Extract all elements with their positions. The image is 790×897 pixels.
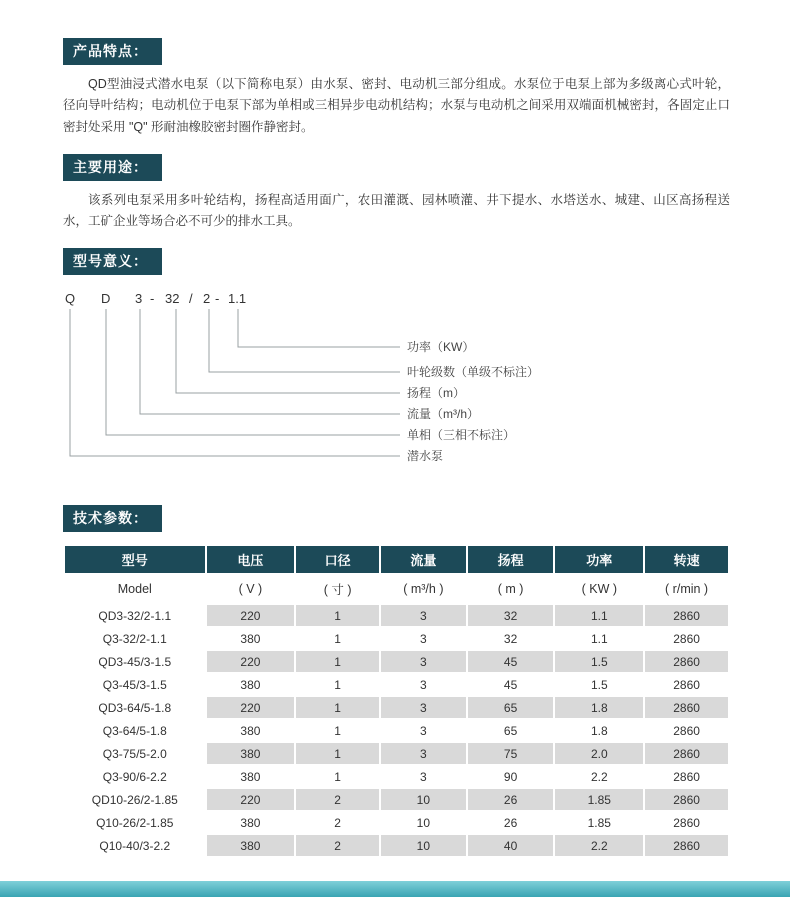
table-header-row: [65, 546, 728, 573]
value-cell: 1: [296, 674, 379, 695]
value-cell: 2.2: [555, 766, 643, 787]
value-cell: 26: [468, 812, 554, 833]
value-cell: 380: [207, 674, 295, 695]
value-cell: 26: [468, 789, 554, 810]
model-connector-lines: [63, 291, 733, 477]
model-code-dash-1: -: [150, 291, 155, 307]
value-cell: 1: [296, 605, 379, 626]
model-cell: Q3-32/2-1.1: [65, 628, 205, 649]
value-cell: 1.8: [555, 697, 643, 718]
value-cell: 2860: [645, 789, 728, 810]
features-paragraph: QD型油浸式潜水电泵（以下简称电泵）由水泵、密封、电动机三部分组成。水泵位于电泵上部为多级离心式叶轮，径向导叶结构；电动机位于电泵下部为单相或三相异步电动机结构；水泵与电动机之间采用双端面机械密封，各固定止口密封处采用 "Q" 形耐油橡胶密封圈作静密封。: [63, 77, 730, 134]
value-cell: 2860: [645, 628, 728, 649]
model-cell: Q10-40/3-2.2: [65, 835, 205, 856]
unit-model: Model: [65, 575, 205, 603]
table-row: [65, 651, 728, 672]
section-title-model-meaning: 型号意义：: [63, 248, 162, 275]
value-cell: 1: [296, 651, 379, 672]
value-cell: 380: [207, 743, 295, 764]
value-cell: 220: [207, 605, 295, 626]
value-cell: 10: [381, 812, 466, 833]
model-label-power: 功率（KW）: [407, 340, 475, 355]
unit-speed: ( r/min ): [645, 575, 728, 603]
value-cell: 2: [296, 789, 379, 810]
model-label-pump: 潜水泵: [407, 449, 444, 464]
value-cell: 220: [207, 789, 295, 810]
value-cell: 3: [381, 605, 466, 626]
value-cell: 380: [207, 835, 295, 856]
value-cell: 1.1: [555, 605, 643, 626]
value-cell: 45: [468, 674, 554, 695]
model-cell: Q3-64/5-1.8: [65, 720, 205, 741]
value-cell: 1.85: [555, 812, 643, 833]
value-cell: 32: [468, 605, 554, 626]
value-cell: 3: [381, 720, 466, 741]
value-cell: 3: [381, 651, 466, 672]
table-row: [65, 789, 728, 810]
value-cell: 1.8: [555, 720, 643, 741]
value-cell: 220: [207, 697, 295, 718]
col-header-voltage: 电压: [207, 546, 295, 573]
table-row: [65, 605, 728, 626]
value-cell: 90: [468, 766, 554, 787]
value-cell: 1.1: [555, 628, 643, 649]
value-cell: 3: [381, 743, 466, 764]
value-cell: 2: [296, 812, 379, 833]
spec-table-body: [65, 605, 728, 856]
value-cell: 65: [468, 697, 554, 718]
model-cell: Q3-45/3-1.5: [65, 674, 205, 695]
model-code-pump-type: Q: [65, 291, 76, 307]
value-cell: 1: [296, 720, 379, 741]
table-row: [65, 628, 728, 649]
uses-paragraph: 该系列电泵采用多叶轮结构，扬程高适用面广，农田灌溉、园林喷灌、井下提水、水塔送水、城建、山区高扬程送水，工矿企业等场合必不可少的排水工具。: [63, 192, 730, 228]
section-title-features: 产品特点：: [63, 38, 162, 65]
table-row: [65, 835, 728, 856]
table-row: [65, 766, 728, 787]
model-cell: QD3-64/5-1.8: [65, 697, 205, 718]
table-row: [65, 697, 728, 718]
spec-table: [63, 544, 730, 858]
value-cell: 1: [296, 766, 379, 787]
value-cell: 3: [381, 628, 466, 649]
col-header-diameter: 口径: [296, 546, 379, 573]
unit-power: ( KW ): [555, 575, 643, 603]
value-cell: 380: [207, 812, 295, 833]
section-title-specs: 技术参数：: [63, 505, 162, 532]
value-cell: 380: [207, 720, 295, 741]
model-cell: Q10-26/2-1.85: [65, 812, 205, 833]
value-cell: 75: [468, 743, 554, 764]
model-code-dash-2: -: [215, 291, 220, 307]
value-cell: 2860: [645, 651, 728, 672]
model-label-head: 扬程（m）: [407, 386, 465, 401]
model-cell: QD3-45/3-1.5: [65, 651, 205, 672]
unit-flow: ( m³/h ): [381, 575, 466, 603]
model-cell: QD10-26/2-1.85: [65, 789, 205, 810]
model-code-power: 1.1: [228, 291, 247, 307]
model-cell: QD3-32/2-1.1: [65, 605, 205, 626]
value-cell: 32: [468, 628, 554, 649]
value-cell: 45: [468, 651, 554, 672]
value-cell: 2860: [645, 835, 728, 856]
value-cell: 2860: [645, 605, 728, 626]
value-cell: 2.2: [555, 835, 643, 856]
value-cell: 380: [207, 628, 295, 649]
col-header-model: 型号: [65, 546, 205, 573]
unit-voltage: ( V ): [207, 575, 295, 603]
col-header-power: 功率: [555, 546, 643, 573]
model-label-phase: 单相（三相不标注）: [407, 428, 516, 443]
value-cell: 2860: [645, 720, 728, 741]
model-code-flow: 3: [135, 291, 143, 307]
value-cell: 1: [296, 697, 379, 718]
model-code-stages: 2: [203, 291, 211, 307]
value-cell: 220: [207, 651, 295, 672]
section-title-uses: 主要用途：: [63, 154, 162, 181]
value-cell: 2: [296, 835, 379, 856]
value-cell: 3: [381, 674, 466, 695]
model-code-head: 32: [165, 291, 180, 307]
table-row: [65, 812, 728, 833]
model-cell: Q3-75/5-2.0: [65, 743, 205, 764]
col-header-flow: 流量: [381, 546, 466, 573]
value-cell: 10: [381, 789, 466, 810]
value-cell: 1: [296, 628, 379, 649]
value-cell: 2860: [645, 697, 728, 718]
value-cell: 1.5: [555, 651, 643, 672]
model-code-slash: /: [189, 291, 193, 307]
value-cell: 380: [207, 766, 295, 787]
value-cell: 3: [381, 766, 466, 787]
unit-head: ( m ): [468, 575, 554, 603]
model-label-flow: 流量（m³/h）: [407, 407, 480, 422]
table-row: [65, 743, 728, 764]
value-cell: 10: [381, 835, 466, 856]
value-cell: 40: [468, 835, 554, 856]
value-cell: 1.5: [555, 674, 643, 695]
value-cell: 2860: [645, 812, 728, 833]
value-cell: 2860: [645, 674, 728, 695]
value-cell: 1: [296, 743, 379, 764]
table-row: [65, 674, 728, 695]
col-header-head: 扬程: [468, 546, 554, 573]
unit-diameter: ( 寸 ): [296, 575, 379, 603]
value-cell: 2.0: [555, 743, 643, 764]
value-cell: 1.85: [555, 789, 643, 810]
footer-bar: [0, 881, 790, 897]
table-unit-row: [65, 575, 728, 603]
value-cell: 65: [468, 720, 554, 741]
model-meaning-diagram: [63, 291, 733, 477]
table-row: [65, 720, 728, 741]
value-cell: 2860: [645, 766, 728, 787]
model-code-phase: D: [101, 291, 111, 307]
col-header-speed: 转速: [645, 546, 728, 573]
model-cell: Q3-90/6-2.2: [65, 766, 205, 787]
value-cell: 2860: [645, 743, 728, 764]
model-label-stages: 叶轮级数（单级不标注）: [407, 365, 540, 380]
value-cell: 3: [381, 697, 466, 718]
